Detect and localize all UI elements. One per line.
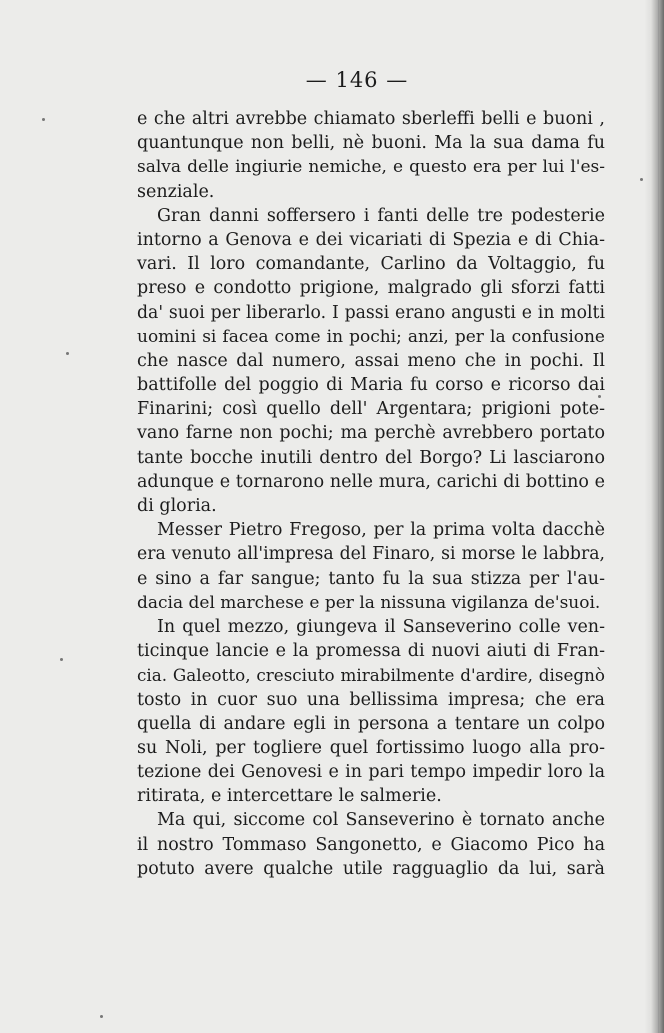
text-line: quantunque non belli, nè buoni. Ma la sua dama fu — [137, 133, 605, 154]
text-line: tezione dei Genovesi e in pari tempo impedir loro la — [137, 762, 605, 783]
text-line: battifolle del poggio di Maria fu corso e ricorso dai — [137, 375, 605, 396]
page-number-header: — 146 — — [305, 68, 409, 92]
text-line: su Noli, per togliere quel fortissimo luogo alla pro- — [137, 737, 605, 758]
paper-speck — [42, 118, 45, 121]
text-line: e sino a far sangue; tanto fu la sua stizza per l'au- — [137, 568, 605, 589]
text-line: ritirata, e intercettare le salmerie. — [137, 786, 442, 807]
paper-speck — [640, 178, 643, 181]
paper-speck — [100, 1015, 103, 1018]
text-line: vano farne non pochi; ma perchè avrebbero portato — [137, 423, 605, 444]
text-line: uomini si facea come in pochi; anzi, per la confusione — [137, 326, 605, 347]
text-line: potuto avere qualche utile ragguaglio da lui, sarà — [137, 858, 605, 879]
paper-speck — [60, 658, 63, 661]
text-line: Messer Pietro Fregoso, per la prima volta dacchè — [157, 520, 605, 541]
text-line: di gloria. — [137, 496, 217, 516]
text-line: senziale. — [137, 181, 215, 202]
text-line: quella di andare egli in persona a tentare un colpo — [137, 713, 605, 734]
text-line: e che altri avrebbe chiamato sberleffi belli e buoni , — [137, 109, 605, 129]
body-text — [137, 107, 605, 881]
text-line: vari. Il loro comandante, Carlino da Voltaggio, fu — [137, 254, 605, 275]
page-spine-shadow — [644, 0, 664, 1033]
text-line: dacia del marchese e per la nissuna vigilanza de'suoi. — [137, 592, 601, 613]
text-line: preso e condotto prigione, malgrado gli sforzi fatti — [137, 278, 605, 299]
text-line: tosto in cuor suo una bellissima impresa; che era — [137, 689, 605, 710]
text-line: salva delle ingiurie nemiche, e questo era per lui l'es- — [137, 157, 605, 178]
text-line: tante bocche inutili dentro del Borgo? Li lasciarono — [137, 447, 605, 468]
text-line: Ma qui, siccome col Sanseverino è tornato anche — [157, 810, 605, 831]
text-line: In quel mezzo, giungeva il Sanseverino colle ven- — [157, 616, 605, 637]
text-line: il nostro Tommaso Sangonetto, e Giacomo Pico ha — [137, 834, 605, 855]
paper-speck — [66, 352, 69, 355]
text-line: cia. Galeotto, cresciuto mirabilmente d'ardire, disegnò — [137, 665, 605, 686]
text-line: ticinque lancie e la promessa di nuovi aiuti di Fran- — [137, 641, 605, 662]
text-line: da' suoi per liberarlo. I passi erano angusti e in molti — [137, 302, 605, 323]
text-line: intorno a Genova e dei vicariati di Spezia e di Chia- — [137, 229, 605, 250]
text-line: Finarini; così quello dell' Argentara; prigioni pote- — [137, 399, 605, 420]
text-line: era venuto all'impresa del Finaro, si morse le labbra, — [137, 544, 605, 565]
text-line: Gran danni soffersero i fanti delle tre podesterie — [157, 205, 605, 226]
text-line: che nasce dal numero, assai meno che in pochi. Il — [137, 350, 605, 371]
page-edge — [658, 0, 659, 1033]
text-line: adunque e tornarono nelle mura, carichi di bottino e — [137, 471, 605, 492]
